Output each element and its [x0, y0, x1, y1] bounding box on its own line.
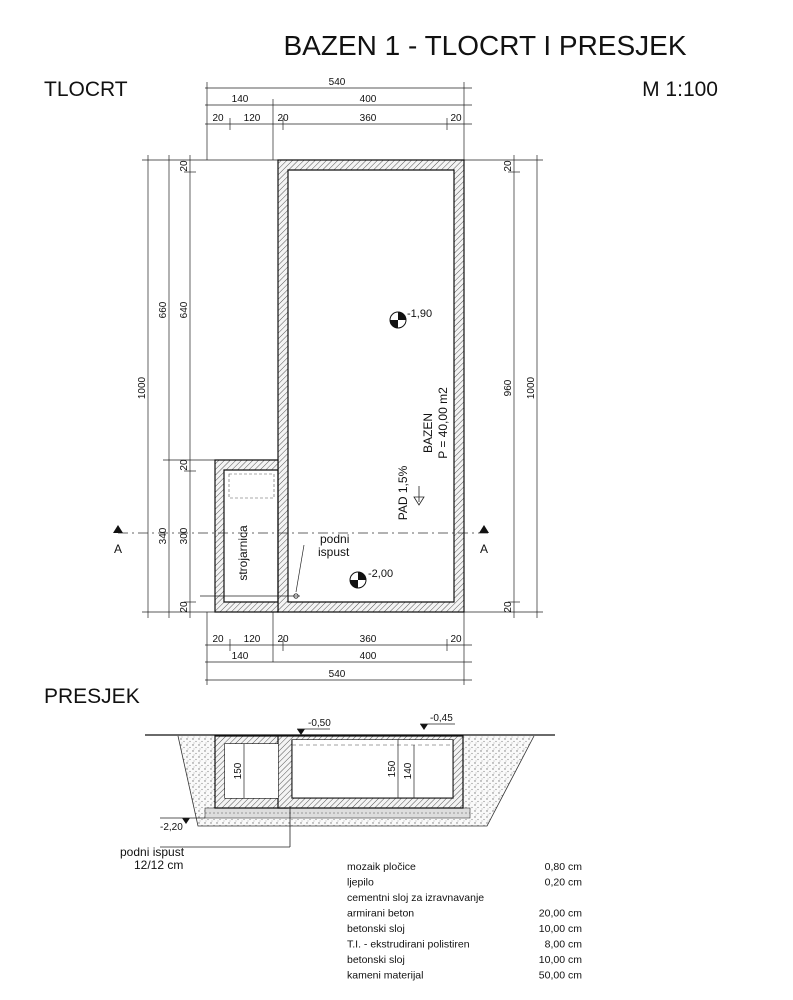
layer-thickness: 50,00 cm: [538, 969, 582, 982]
layer-name: kameni materijal: [347, 969, 424, 982]
bottom-dim-400: 400: [359, 651, 377, 662]
pool-walls: [278, 160, 464, 612]
bottom-dim-20a: 20: [212, 634, 224, 645]
left-dim-20c: 20: [179, 601, 190, 613]
level-left-icon: [297, 729, 305, 735]
drain-label-line1: podni: [320, 532, 350, 546]
left-dim-20a: 20: [179, 160, 190, 172]
left-dim-340: 340: [158, 527, 169, 545]
top-dim-120: 120: [243, 113, 261, 124]
bottom-dim-20c: 20: [450, 634, 462, 645]
top-dim-overall: 540: [328, 77, 346, 88]
right-dim-20b: 20: [503, 601, 514, 613]
plan-heading: TLOCRT: [44, 78, 128, 101]
left-dim-660: 660: [158, 301, 169, 319]
layer-legend: [347, 861, 582, 982]
layer-thickness: 8,00 cm: [544, 938, 582, 951]
top-dim-20b: 20: [277, 113, 289, 124]
level-marker-floor: [350, 568, 393, 588]
layer-name: armirani beton: [347, 907, 415, 920]
layer-name: mozaik pločice: [347, 861, 416, 873]
drain-label-line2: ispust: [318, 545, 350, 559]
section-arrow-left-icon: [113, 525, 123, 533]
section-line-a: [113, 525, 489, 556]
level-bottom-icon: [182, 818, 190, 824]
left-dim-640: 640: [179, 301, 190, 319]
section-drawing: [120, 713, 555, 872]
level-right-icon: [420, 724, 428, 730]
top-dim-140: 140: [231, 94, 249, 105]
left-dim-300: 300: [179, 527, 190, 545]
bottom-dim-140: 140: [231, 651, 249, 662]
right-dim-20a: 20: [503, 160, 514, 172]
right-dim-960: 960: [503, 379, 514, 397]
level-deep-text: -1,90: [407, 308, 433, 320]
layer-name: betonski sloj: [347, 923, 405, 935]
right-dim-overall: 1000: [526, 376, 537, 400]
top-dim-400: 400: [359, 94, 377, 105]
section-mark-right: A: [479, 542, 489, 556]
layer-name: betonski sloj: [347, 954, 405, 966]
bottom-dimensions: [205, 612, 472, 685]
right-dimensions: [464, 155, 543, 618]
machine-room-label: strojarnica: [236, 525, 250, 581]
drain-leader: [296, 545, 304, 592]
section-drain-line1: podni ispust: [120, 845, 185, 859]
layer-thickness: 10,00 cm: [538, 954, 582, 966]
section-level-left: -0,50: [308, 718, 331, 729]
layer-thickness: 0,20 cm: [544, 876, 582, 889]
section-dim-machine: 150: [233, 762, 244, 780]
slope-label: PAD 1,5%: [396, 465, 410, 521]
layer-name: T.I. - ekstrudirani polistiren: [347, 938, 470, 951]
machine-room-equipment: [229, 474, 274, 498]
layer-name: ljepilo: [347, 876, 374, 889]
pool-area: P = 40,00 m2: [436, 387, 450, 459]
section-arrow-right-icon: [479, 525, 489, 533]
top-dimensions: [205, 77, 472, 160]
layer-thickness: 20,00 cm: [538, 907, 582, 920]
left-dim-20b: 20: [179, 459, 190, 471]
scale-label: M 1:100: [642, 78, 718, 101]
bottom-dim-overall: 540: [328, 669, 346, 680]
section-heading: PRESJEK: [44, 685, 140, 708]
pool-name: BAZEN: [421, 412, 435, 454]
bottom-dim-360: 360: [359, 634, 377, 645]
level-marker-deep: [390, 308, 432, 328]
layer-thickness: 0,80 cm: [544, 861, 582, 873]
section-level-right: -0,45: [430, 713, 453, 724]
layer-name: cementni sloj za izravnavanje: [347, 892, 485, 904]
left-dimensions: [137, 155, 278, 618]
bottom-dim-20b: 20: [277, 634, 289, 645]
section-dim-pool: 150: [387, 760, 398, 778]
layer-thickness: 10,00 cm: [538, 923, 582, 935]
section-level-bottom: -2,20: [160, 822, 183, 833]
drawing-title: BAZEN 1 - TLOCRT I PRESJEK: [283, 30, 687, 61]
section-drain-line2: 12/12 cm: [134, 858, 184, 872]
left-dim-overall: 1000: [137, 376, 148, 400]
top-dim-360: 360: [359, 113, 377, 124]
section-dim-water: 140: [403, 762, 414, 780]
top-dim-20a: 20: [212, 113, 224, 124]
section-mark-left: A: [113, 542, 123, 556]
bottom-dim-120: 120: [243, 634, 261, 645]
slope-arrow-icon: [414, 486, 424, 505]
level-floor-text: -2,00: [368, 568, 394, 580]
top-dim-20c: 20: [450, 113, 462, 124]
